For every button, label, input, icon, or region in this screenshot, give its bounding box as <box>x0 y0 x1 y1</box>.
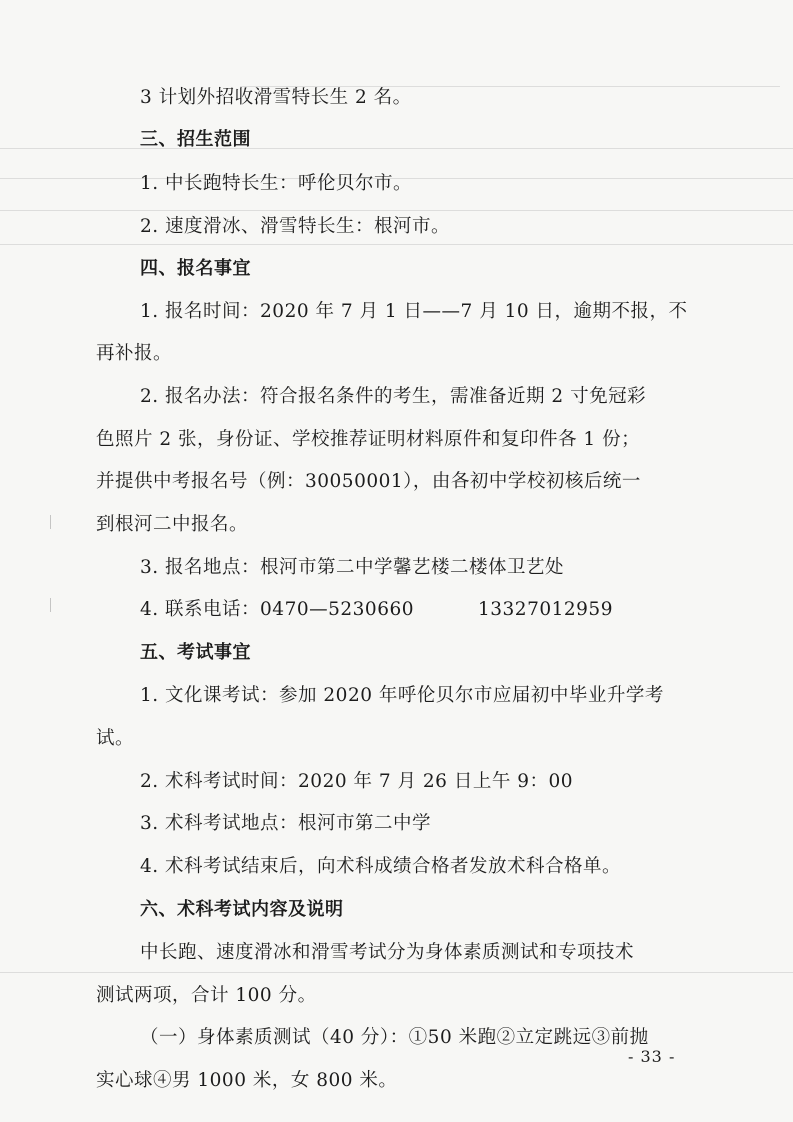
body-line: 4. 术科考试结束后，向术科成绩合格者发放术科合格单。 <box>140 856 622 877</box>
body-line: 2. 报名办法：符合报名条件的考生，需准备近期 2 寸免冠彩 <box>140 386 647 407</box>
body-line: 到根河二中报名。 <box>96 514 249 535</box>
contact-phone-line: 4. 联系电话：0470—5230660 <box>140 599 415 620</box>
body-line: 3. 报名地点：根河市第二中学馨艺楼二楼体卫艺处 <box>140 557 565 578</box>
body-line: 并提供中考报名号（例：30050001），由各初中学校初核后统一 <box>96 471 641 492</box>
scan-artifact <box>0 210 793 211</box>
scan-artifact <box>0 148 793 149</box>
section-heading: 六、术科考试内容及说明 <box>140 899 344 920</box>
body-line: （一）身体素质测试（40 分）：①50 米跑②立定跳远③前抛 <box>140 1027 649 1048</box>
body-line: 1. 中长跑特长生：呼伦贝尔市。 <box>140 173 413 194</box>
body-line: 再补报。 <box>96 343 173 364</box>
body-line: 1. 文化课考试：参加 2020 年呼伦贝尔市应届初中毕业升学考 <box>140 685 664 706</box>
section-heading: 五、考试事宜 <box>140 642 251 663</box>
body-line: 2. 术科考试时间：2020 年 7 月 26 日上午 9：00 <box>140 771 574 792</box>
body-line: 1. 报名时间：2020 年 7 月 1 日——7 月 10 日，逾期不报，不 <box>140 301 688 322</box>
body-line: 中长跑、速度滑冰和滑雪考试分为身体素质测试和专项技术 <box>140 942 635 963</box>
section-heading: 四、报名事宜 <box>140 258 251 279</box>
body-line: 测试两项，合计 100 分。 <box>96 985 317 1006</box>
section-heading: 三、招生范围 <box>140 129 251 150</box>
scan-artifact <box>0 244 793 245</box>
body-line: 2. 速度滑冰、滑雪特长生：根河市。 <box>140 216 451 237</box>
body-line: 色照片 2 张，身份证、学校推荐证明材料原件和复印件各 1 份； <box>96 429 641 450</box>
body-line: 3 计划外招收滑雪特长生 2 名。 <box>140 87 412 108</box>
page-number: - 33 - <box>628 1047 676 1066</box>
body-line: 试。 <box>96 728 135 749</box>
scan-mark <box>50 598 51 612</box>
scan-artifact <box>0 972 793 973</box>
scan-mark <box>50 515 51 529</box>
body-line: 3. 术科考试地点：根河市第二中学 <box>140 813 432 834</box>
contact-mobile: 13327012959 <box>478 599 613 620</box>
body-line: 实心球④男 1000 米，女 800 米。 <box>96 1070 398 1091</box>
